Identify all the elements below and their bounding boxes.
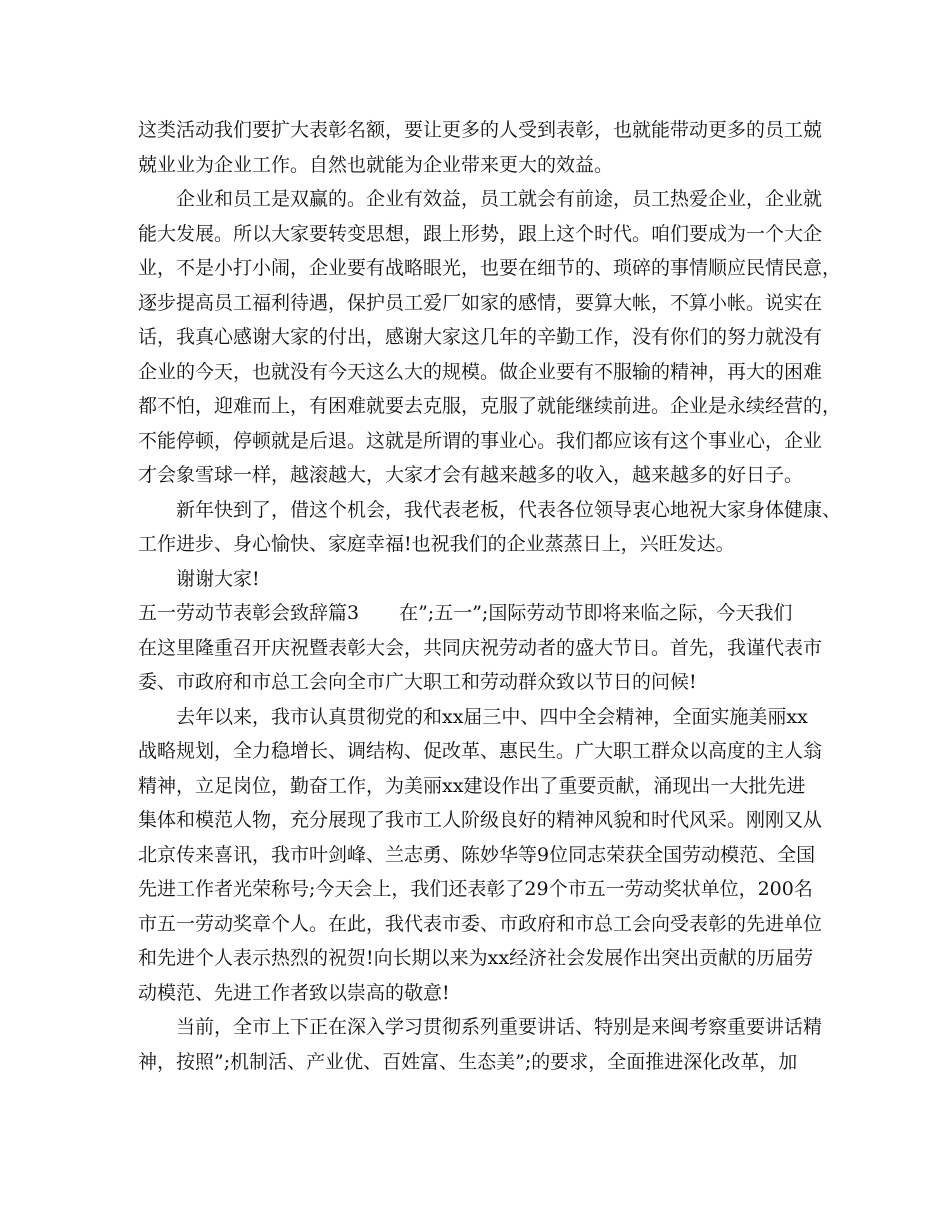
- document-body: [138, 113, 842, 1079]
- text-line: 神，按照”;机制活、产业优、百姓富、生态美”;的要求，全面推进深化改革，加: [138, 1050, 798, 1073]
- text-line: 工作进步、身心愉快、家庭幸福!也祝我们的企业蒸蒸日上，兴旺发达。: [138, 533, 735, 555]
- text-line: 能大发展。所以大家要转变思想，跟上形势，跟上这个时代。咱们要成为一个大企: [138, 222, 823, 245]
- text-line: 才会象雪球一样，越滚越大，大家才会有越来越多的收入，越来越多的好日子。: [138, 464, 804, 486]
- text-line: 和先进个人表示热烈的祝贺!向长期以来为xx经济社会发展作出突出贡献的历届劳: [138, 947, 814, 969]
- text-line: 去年以来，我市认真贯彻党的和xx届三中、四中全会精神，全面实施美丽xx: [176, 705, 808, 728]
- text-line: 谢谢大家!: [176, 567, 260, 590]
- text-line: 不能停顿，停顿就是后退。这就是所谓的事业心。我们都应该有这个事业心，企业: [138, 429, 823, 452]
- text-line: 企业的今天，也就没有今天这么大的规模。做企业要有不服输的精神，再大的困难: [138, 360, 823, 383]
- text-line: 企业和员工是双赢的。企业有效益，员工就会有前途，员工热爱企业，企业就: [176, 188, 823, 210]
- text-line: 兢业业为企业工作。自然也就能为企业带来更大的效益。: [138, 153, 614, 176]
- text-line: 逐步提高员工福利待遇，保护员工爱厂如家的感情，要算大帐，不算小帐。说实在: [138, 291, 823, 314]
- text-line: 话，我真心感谢大家的付出，感谢大家这几年的辛勤工作，没有你们的努力就没有: [138, 326, 823, 348]
- text-line: 精神，立足岗位，勤奋工作，为美丽xx建设作出了重要贡献，涌现出一大批先进: [138, 774, 806, 797]
- text-line: 委、市政府和市总工会向全市广大职工和劳动群众致以节日的问候!: [138, 671, 697, 693]
- text-line: 战略规划，全力稳增长、调结构、促改革、惠民生。广大职工群众以高度的主人翁: [138, 740, 823, 762]
- text-line: 市五一劳动奖章个人。在此，我代表市委、市政府和市总工会向受表彰的先进单位: [138, 912, 823, 935]
- text-line: 在”;五一”;国际劳动节即将来临之际，今天我们: [399, 602, 793, 624]
- text-line: 都不怕，迎难而上，有困难就要去克服，克服了就能继续前进。企业是永续经营的，: [138, 395, 842, 417]
- text-line: 动模范、先进工作者致以崇高的敬意!: [138, 981, 450, 1004]
- text-line: 新年快到了，借这个机会，我代表老板，代表各位领导衷心地祝大家身体健康、: [176, 498, 842, 521]
- section-heading-line: [138, 596, 818, 631]
- text-line: 这类活动我们要扩大表彰名额，要让更多的人受到表彰，也就能带动更多的员工兢: [138, 119, 823, 141]
- text-line: 在这里隆重召开庆祝暨表彰大会，共同庆祝劳动者的盛大节日。首先，我谨代表市: [138, 636, 823, 659]
- text-line: 当前，全市上下正在深入学习贯彻系列重要讲话、特别是来闽考察重要讲话精: [176, 1016, 823, 1038]
- text-line: 集体和模范人物，充分展现了我市工人阶级良好的精神风貌和时代风采。刚刚又从: [138, 809, 823, 831]
- section-heading: 五一劳动节表彰会致辞篇3: [138, 602, 360, 624]
- text-line: 先进工作者光荣称号;今天会上，我们还表彰了29个市五一劳动奖状单位，200名: [138, 878, 813, 900]
- text-line: 北京传来喜讯，我市叶剑峰、兰志勇、陈妙华等9位同志荣获全国劳动模范、全国: [138, 843, 816, 866]
- text-line: 业，不是小打小闹，企业要有战略眼光，也要在细节的、琐碎的事情顺应民情民意，: [138, 257, 842, 279]
